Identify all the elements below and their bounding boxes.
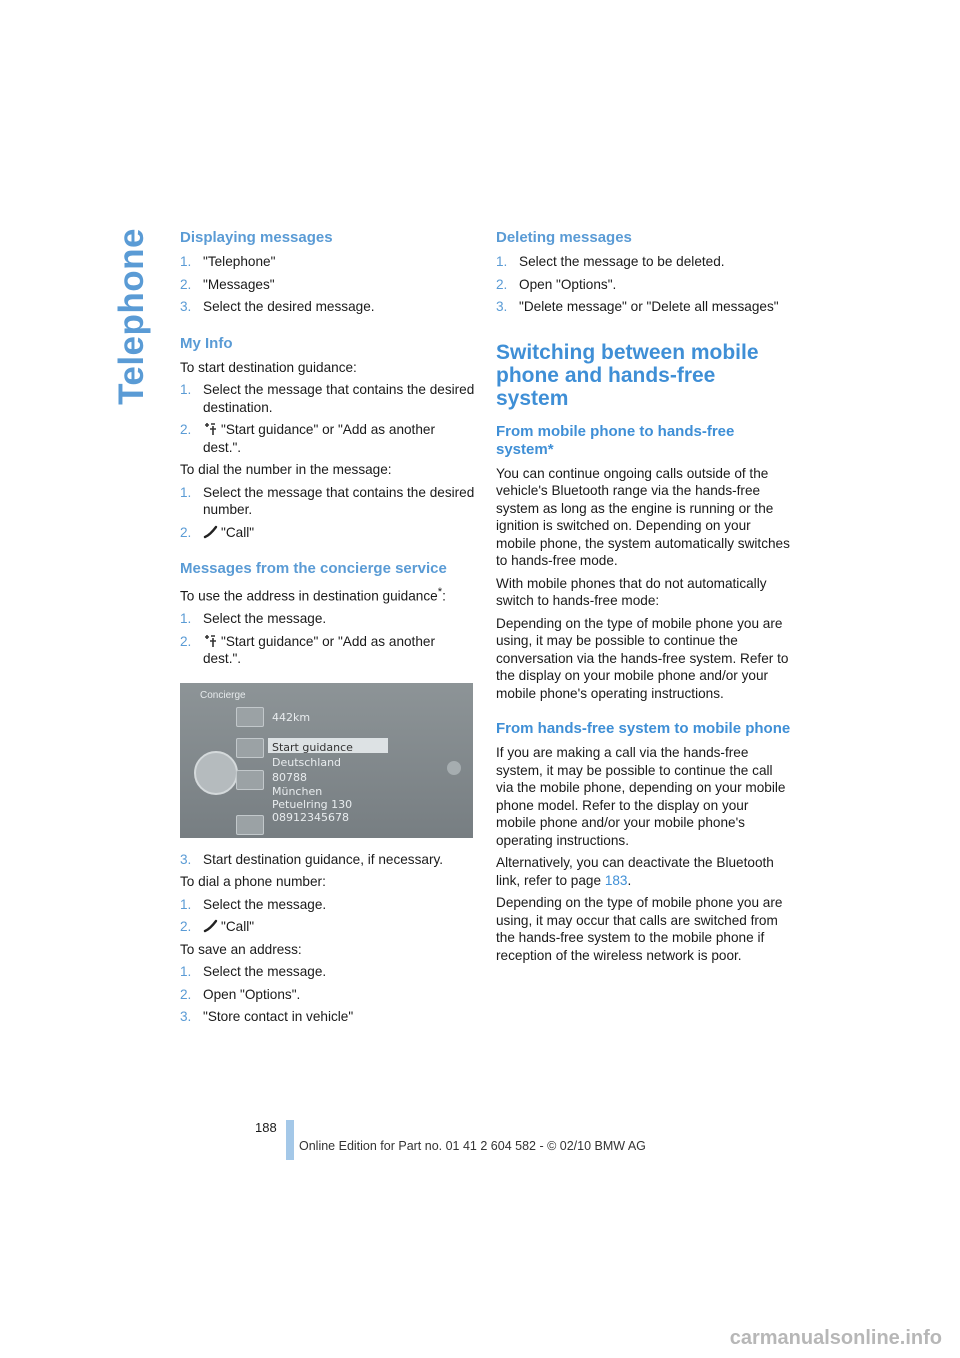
guidance-icon <box>203 422 218 436</box>
myinfo-steps-1 <box>180 381 475 456</box>
list-item: 2. "Messages" <box>180 276 275 292</box>
phone-call-icon <box>203 525 218 539</box>
right-column <box>496 228 791 969</box>
list-item: 2. "Start guidance" or "Add as another dest.". <box>180 422 435 455</box>
left-column <box>180 228 475 1031</box>
screen-line-selected: Start guidance <box>272 740 353 754</box>
list-item: 1. Select the message that contains the desired destination. <box>180 382 475 415</box>
controller-knob <box>194 751 238 795</box>
paragraph: Depending on the type of mobile phone you are using, it may occur that calls are switched from the hands-free system to the mobile phone if reception of the wireless network is poor. <box>496 895 783 963</box>
list-item: 3. "Store contact in vehicle" <box>180 1009 354 1025</box>
list-item: 3. Select the desired message. <box>180 299 375 314</box>
concierge-screen-image <box>180 683 473 838</box>
list-item: 1. Select the message to be deleted. <box>496 254 725 269</box>
paragraph: To use the address in destination guidance*: <box>180 586 446 604</box>
paragraph: Alternatively, you can deactivate the Bluetooth link, refer to page 183. <box>496 855 774 888</box>
guidance-icon <box>236 738 264 758</box>
phone-call-icon <box>203 919 218 933</box>
paragraph: To dial the number in the message: <box>180 462 392 477</box>
page-link[interactable]: 183 <box>604 872 628 888</box>
list-item: 1. "Telephone" <box>180 254 276 269</box>
paragraph: Depending on the type of mobile phone you are using, it may be possible to continue the conversation via the hands-free system. Refer to the display on your mobile phone and/or your mobile phone's operating instructions. <box>496 615 789 701</box>
heading-deleting-messages: Deleting messages <box>496 229 632 246</box>
screen-line: 08912345678 <box>272 810 349 824</box>
screen-title: Concierge <box>200 689 246 701</box>
watermark: carmanualsonline.info <box>729 1327 942 1349</box>
list-item: 1. Select the message. <box>180 964 327 980</box>
paragraph: You can continue ongoing calls outside of the vehicle's Bluetooth range via the hands-free system as long as the engine is running or the ignition is switched on. Depending on your mobile phone, the system automatically switches to hands-free mode. <box>496 465 790 568</box>
scroll-indicator <box>447 761 461 775</box>
side-tab: Telephone <box>112 228 151 405</box>
heading-to-handsfree: From mobile phone to hands-free system* <box>496 422 735 458</box>
list-item: 3. "Delete message" or "Delete all messages" <box>496 299 779 314</box>
list-item: 2. "Call" <box>180 524 255 540</box>
list-item: 2. Open "Options". <box>180 986 301 1002</box>
list-item: 1. Select the message that contains the desired number. <box>180 484 475 517</box>
screen-line: Deutschland <box>272 755 342 769</box>
menu-icon <box>236 707 264 727</box>
guidance-icon <box>203 634 218 648</box>
screen-line: 80788 <box>272 770 307 784</box>
list-item: 3. Start destination guidance, if necessary. <box>180 851 444 867</box>
list-item: 2. "Start guidance" or "Add as another dest.". <box>180 633 435 667</box>
heading-to-mobile: From hands-free system to mobile phone <box>496 720 791 737</box>
heading-displaying-messages: Displaying messages <box>180 229 333 246</box>
concierge-steps-cont <box>180 851 475 869</box>
store-icon <box>236 815 264 835</box>
list-item: 2. Open "Options". <box>496 276 617 292</box>
deleting-steps <box>496 253 791 316</box>
paragraph: To save an address: <box>180 941 302 957</box>
screen-line: München <box>272 784 323 798</box>
myinfo-steps-2 <box>180 484 475 542</box>
dial-steps <box>180 896 475 936</box>
screen-line: Petuelring 130 <box>272 797 353 811</box>
paragraph: If you are making a call via the hands-free system, it may be possible to continue the call via the mobile phone, depending on your mobile phone model. Refer to the display on your mobile phone and/or your mobile phone's operating instructions. <box>496 745 786 848</box>
phone-call-icon <box>236 770 264 790</box>
edition-line: Online Edition for Part no. 01 41 2 604 582 - © 02/10 BMW AG <box>299 1139 646 1153</box>
concierge-steps <box>180 610 475 668</box>
list-item: 1. Select the message. <box>180 896 327 912</box>
page-number: 188 <box>255 1120 277 1135</box>
paragraph: With mobile phones that do not automatically switch to hands-free mode: <box>496 575 767 608</box>
heading-switching: Switching between mobile phone and hands-free system <box>496 340 759 410</box>
list-item: 2. "Call" <box>180 919 255 935</box>
option-star: * <box>437 586 443 598</box>
heading-my-info: My Info <box>180 334 233 352</box>
paragraph: To start destination guidance: <box>180 359 357 375</box>
heading-concierge: Messages from the concierge service <box>180 560 447 577</box>
displaying-steps <box>180 253 475 316</box>
save-steps <box>180 963 475 1026</box>
list-item: 1. Select the message. <box>180 611 327 627</box>
footer-bar <box>286 1120 294 1160</box>
paragraph: To dial a phone number: <box>180 874 326 890</box>
screen-line: 442km <box>272 710 311 724</box>
